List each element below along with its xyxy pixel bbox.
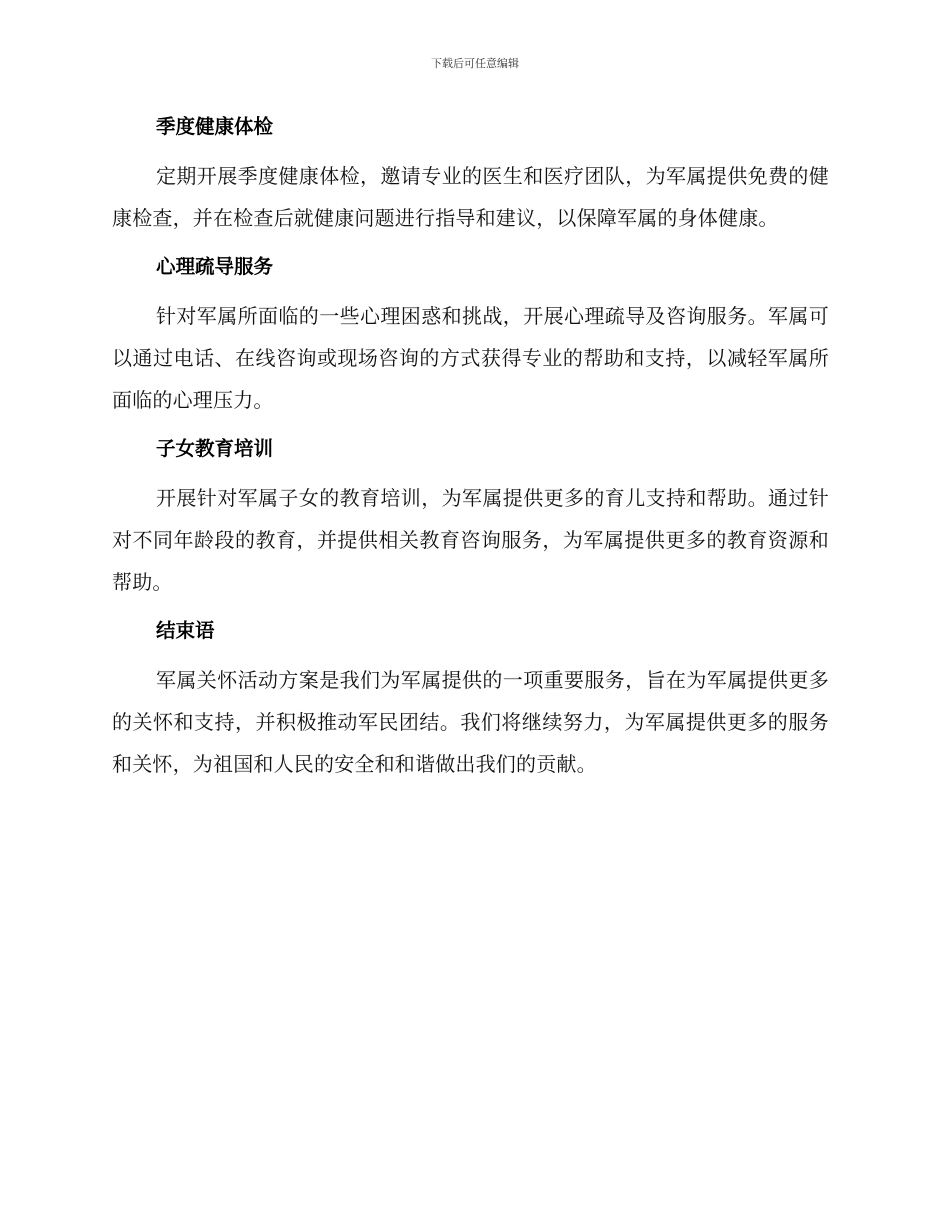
section-children-education (112, 429, 829, 603)
document-content (112, 107, 829, 793)
section-paragraph: 针对军属所面临的一些心理困惑和挑战，开展心理疏导及咨询服务。军属可以通过电话、在线咨询或现场咨询的方式获得专业的帮助和支持，以减轻军属所面临的心理压力。 (112, 304, 829, 412)
section-health-checkup (112, 107, 829, 239)
page-header: 下载后可任意编辑 (431, 57, 519, 70)
section-heading: 季度健康体检 (156, 115, 274, 138)
section-heading: 子女教育培训 (156, 437, 274, 460)
section-paragraph: 军属关怀活动方案是我们为军属提供的一项重要服务，旨在为军属提供更多的关怀和支持，并积极推动军民团结。我们将继续努力，为军属提供更多的服务和关怀，为祖国和人民的安全和和谐做出我们的贡献。 (112, 668, 829, 776)
section-heading: 心理疏导服务 (156, 255, 274, 278)
section-heading: 结束语 (156, 619, 215, 642)
section-paragraph: 定期开展季度健康体检，邀请专业的医生和医疗团队，为军属提供免费的健康检查，并在检查后就健康问题进行指导和建议，以保障军属的身体健康。 (112, 164, 829, 230)
section-psychological-counseling (112, 247, 829, 421)
section-conclusion (112, 611, 829, 785)
section-paragraph: 开展针对军属子女的教育培训，为军属提供更多的育儿支持和帮助。通过针对不同年龄段的教育，并提供相关教育咨询服务，为军属提供更多的教育资源和帮助。 (112, 486, 829, 594)
